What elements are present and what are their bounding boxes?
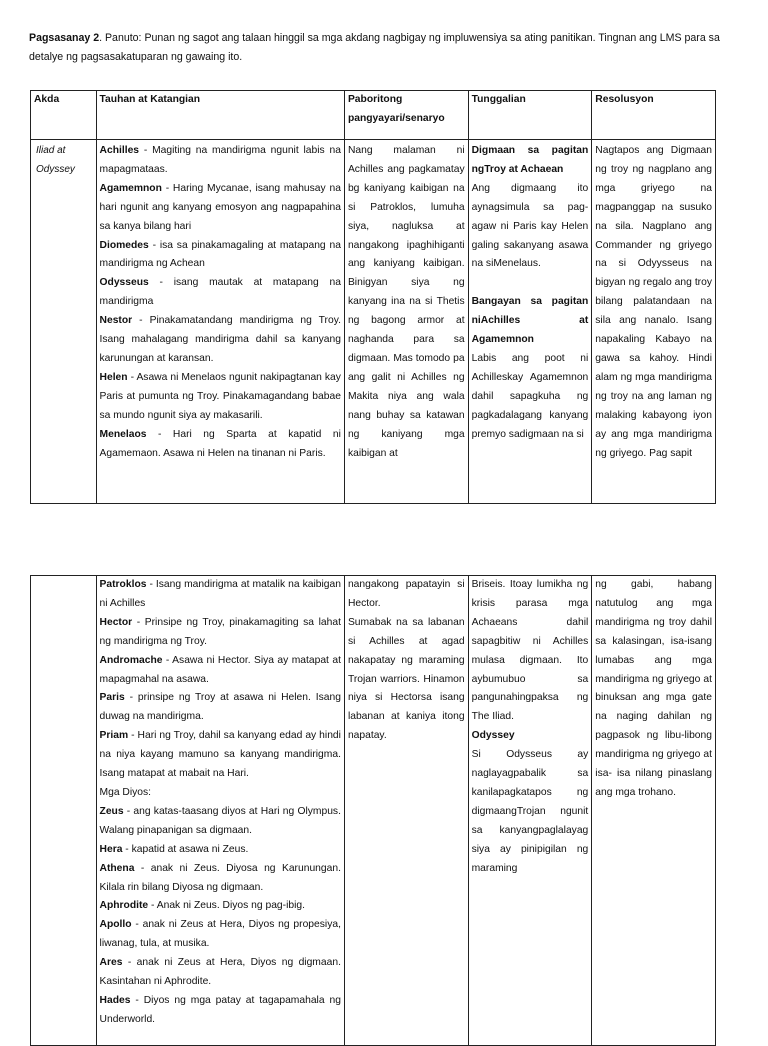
character-name: Andromache [99, 654, 163, 666]
character-entry [100, 860, 341, 898]
tunggalian-text-2: Si Odysseus ay naglayagpabalik sa kanilapagkatapos ng digmaangTrojan ngunit sa kanyangpaglalayag siya ay pinipigilan ng maraming [471, 749, 589, 874]
character-entry [100, 652, 341, 690]
paborito-cell [344, 140, 468, 504]
character-entry [100, 576, 341, 614]
tauhan-list-1 [100, 140, 341, 463]
character-desc: - Isang mandirigma at matalik na kaibigan ni Achilles [99, 579, 341, 609]
tunggalian-heading-2-text: Bangayan sa pagitan niAchilles at Agamemnon [471, 296, 589, 346]
character-entry [100, 992, 341, 1030]
header-paborito-line1: Paboritong [347, 94, 403, 105]
character-name: Zeus [99, 805, 124, 817]
paborito-cell [344, 576, 468, 1046]
resolusyon-cell [592, 140, 716, 504]
character-name: Helen [99, 371, 128, 383]
tauhan-cell [96, 576, 344, 1046]
character-desc: - Anak ni Zeus. Diyos ng pag-ibig. [148, 900, 305, 912]
resolusyon-text: ng gabi, habang natutulog ang mga mandirigma ng troy dahil sa kalasingan, isa-isang lumabas ang mga mandirigma ng griyego at binuksan ang mga gate na naging dahilan ng pagpasok ng libu-libong mandirigma ng griyego at isa- isa nilang pinaslang ang mga trohano. [595, 579, 712, 798]
character-name: Hector [99, 616, 133, 628]
character-name: Patroklos [99, 579, 147, 590]
character-desc: - anak ni Zeus at Hera, Diyos ng digmaan. Kasintahan ni Aphrodite. [99, 957, 341, 988]
character-entry [100, 180, 341, 237]
instructions-paragraph [29, 29, 741, 67]
akda-title: Iliad at Odyssey [36, 145, 75, 175]
character-entry [100, 689, 341, 727]
character-name: Agamemnon [99, 182, 162, 194]
paborito-text-b: Sumabak na sa labanan si Achilles at agad nakapatay ng maraming Trojan warriors. Hinamon niya si Hectorsa isang labanan at kaniya itong napatay. [347, 616, 465, 742]
character-name: Nestor [99, 315, 133, 327]
character-desc: - Diyos ng mga patay at tagapamahala ng Underworld. [99, 994, 341, 1025]
header-tauhan [96, 91, 344, 140]
character-desc: - prinsipe ng Troy at asawa ni Helen. Isang duwag na mandirigma. [99, 692, 341, 723]
character-desc: - anak ni Zeus. Diyosa ng Karunungan. Kilala rin bilang Diyosa ng digmaan. [99, 862, 341, 893]
character-desc: - isang mautak at matapang na mandirigma [99, 277, 341, 308]
header-akda: Akda [31, 91, 97, 140]
character-desc: - Asawa ni Hector. Siya ay matapat at mapagmahal na asawa. [99, 654, 341, 685]
character-entry [100, 841, 341, 860]
tunggalian-heading-2-text: Odyssey [471, 730, 515, 742]
character-entry [100, 237, 341, 275]
table-header-row [31, 91, 716, 140]
header-paborito [344, 91, 468, 140]
gods-subheading [100, 784, 341, 803]
character-desc: - Asawa ni Menelaos ngunit nakipagtanan kay Paris at pumunta ng Troy. Pinakamagandang babae sa mundo ngunit siya ay makasarili. [99, 371, 341, 421]
character-desc: - Pinakamatandang mandirigma ng Troy. Isang mahalagang mandirigma dahil sa kanyang karunungan at karansan. [99, 315, 341, 364]
resolusyon-cell [592, 576, 716, 1046]
character-entry [100, 916, 341, 954]
table-row [31, 576, 716, 1046]
character-name: Paris [99, 692, 125, 704]
character-entry [100, 426, 341, 464]
tauhan-list-2 [100, 576, 341, 1030]
character-entry [100, 312, 341, 369]
tauhan-cell [96, 140, 344, 504]
tunggalian-text-1: Briseis. Itoay lumikha ng krisis parasa mga Achaeans dahil sapagbitiw ni Achilles mulasa digmaan. Ito aybumubuo sa pangunahingpaksa ng The Iliad. [471, 579, 589, 723]
character-desc: - kapatid at asawa ni Zeus. [122, 843, 249, 855]
tunggalian-heading-1-text: Digmaan sa pagitan ngTroy at Achaean [471, 145, 589, 175]
character-entry [100, 274, 341, 312]
literature-table-part-2 [30, 575, 716, 1046]
character-desc: - Hari ng Troy, dahil sa kanyang edad ay hindi na niya kayang mamuno sa kanyang mandirigma. Isang matapat at mabait na Hari. [99, 730, 341, 780]
character-name: Aphrodite [99, 900, 149, 912]
character-desc: - Magiting na mandirigma ngunit labis na mapagmataas. [99, 145, 341, 175]
character-entry [100, 142, 341, 180]
character-name: Odysseus [99, 277, 149, 289]
tunggalian-cell [468, 576, 592, 1046]
character-desc: - Haring Mycanae, isang mahusay na hari ngunit ang kanyang emosyon ang nagpapahina sa kanya bilang hari [99, 182, 341, 232]
character-name: Ares [99, 957, 123, 969]
tunggalian-text-1: Ang digmaang ito aynagsimula sa pag-agaw ni Paris kay Helen galing sakanyang asawa na siMenelaus. [471, 182, 589, 270]
table-row [31, 140, 716, 504]
character-desc: - Hari ng Sparta at kapatid ni Agamemaon. Asawa ni Helen na tinanan ni Paris. [99, 428, 341, 459]
gods-label: Mga Diyos: [99, 786, 152, 798]
character-desc: - isa sa pinakamagaling at matapang na mandirigma ng Achean [99, 239, 341, 270]
tunggalian-text-2: Labis ang poot ni Achilleskay Agamemnon dahil sapagkuha ng pagkadalagang kanyang premyo sadigmaan na si [471, 353, 589, 440]
header-resolusyon: Resolusyon [592, 91, 716, 140]
character-entry [100, 803, 341, 841]
character-name: Menelaos [99, 428, 147, 440]
tunggalian-heading-2 [472, 727, 589, 746]
akda-cell [31, 140, 97, 504]
character-name: Hera [99, 843, 123, 855]
character-entry [100, 369, 341, 426]
character-name: Diomedes [99, 239, 149, 251]
character-desc: - ang katas-taasang diyos at Hari ng Olympus. Walang pinapanigan sa digmaan. [99, 805, 341, 836]
character-desc: - Prinsipe ng Troy, pinakamagiting sa lahat ng mandirigma ng Troy. [99, 616, 341, 647]
header-tauhan-label: Tauhan at Katangian [99, 94, 201, 105]
resolusyon-text: Nagtapos ang Digmaan ng troy ng nagplano ang mga griyego na magpanggap na susuko na sila. Nagplano ang Commander ng griyego na si Odyysseus na bigyan ng regalo ang troy bilang palatandaan na sila ang nanalo. Isang napakaling Kabayo na gawa sa kahoy. Hindi alam ng mga mandirigma ng troy na ang laman ng malaking kabayong iyon ay ang mga mandirigma ng griyego. Pag sapit [595, 145, 712, 459]
character-name: Apollo [99, 919, 132, 931]
akda-cell-empty [31, 576, 97, 1046]
tunggalian-cell [468, 140, 592, 504]
paborito-text-a: nangakong papatayin si Hector. [347, 579, 465, 609]
tunggalian-heading-2 [472, 293, 589, 350]
character-entry [100, 897, 341, 916]
instructions-text: . Panuto: Punan ng sagot ang talaan hinggil sa mga akdang nagbigay ng impluwensiya sa ating panitikan. Tingnan ang LMS para sa detalye ng pagsasakatuparan ng gawaing ito. [29, 32, 720, 63]
character-name: Achilles [99, 145, 140, 156]
character-name: Hades [99, 994, 131, 1006]
character-entry [100, 954, 341, 992]
literature-table-part-1 [30, 90, 716, 504]
character-name: Athena [99, 862, 135, 874]
character-name: Priam [99, 730, 129, 742]
exercise-label: Pagsasanay 2 [29, 32, 100, 44]
paborito-text: Nang malaman ni Achilles ang pagkamatay bg kaniyang kaibigan na si Patroklos, lumuha siya, nagluksa at nangakong ipaghihiganti ang kaniyang kaibigan. Binigyan siya ng kanyang ina na si Thetis ng bagong armor at naghanda para sa digmaan. Mas tomodo pa ang galit ni Achilles ng Makita niya ang wala nang buhay sa katawan ng kaniyang mga kaibigan at [347, 145, 465, 459]
header-paborito-line2: pangyayari/senaryo [347, 112, 445, 124]
header-tunggalian: Tunggalian [468, 91, 592, 140]
character-desc: - anak ni Zeus at Hera, Diyos ng propesiya, liwanag, tula, at musika. [99, 919, 341, 950]
spacer [472, 274, 589, 293]
character-entry [100, 727, 341, 784]
character-entry [100, 614, 341, 652]
tunggalian-heading-1 [472, 140, 589, 180]
